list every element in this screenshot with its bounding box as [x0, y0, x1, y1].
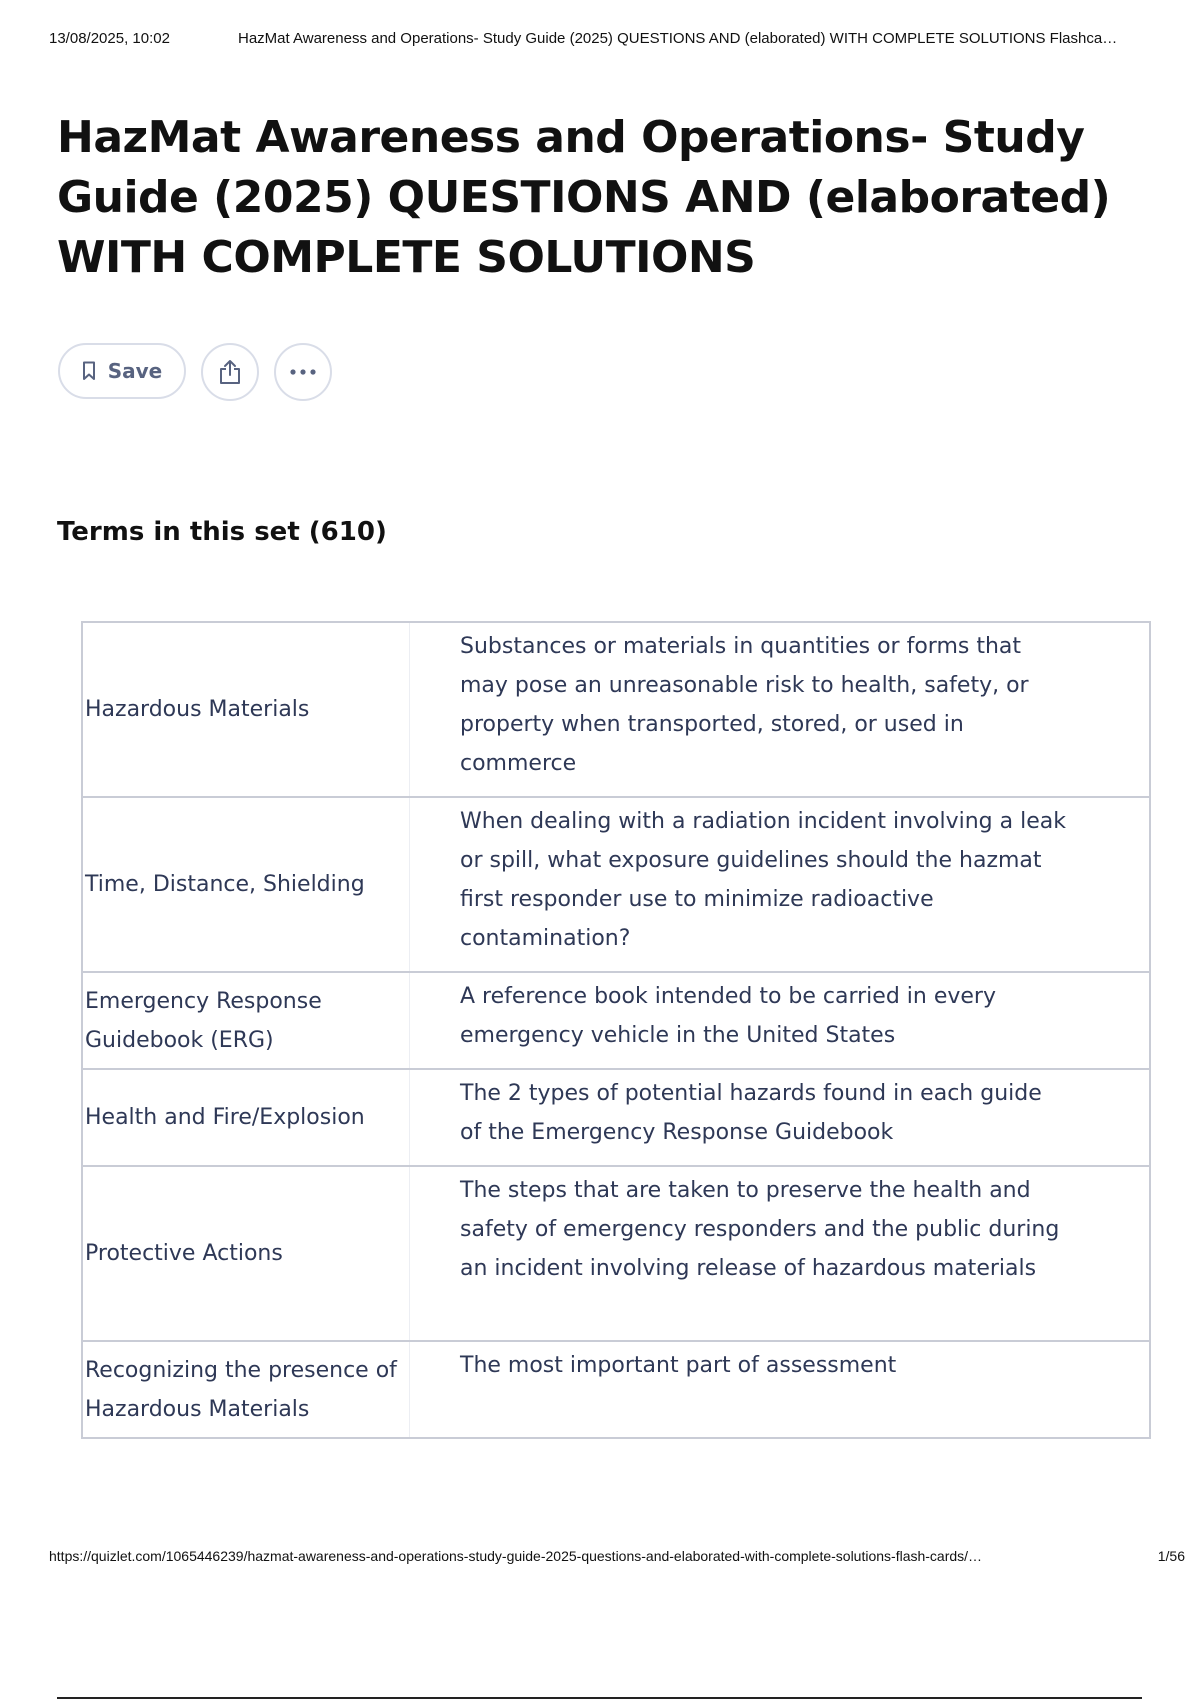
share-button[interactable] — [201, 343, 259, 401]
term-row — [82, 972, 1150, 1069]
term-cell: Health and Fire/Explosion — [82, 1069, 410, 1166]
save-button[interactable] — [58, 343, 186, 399]
definition-cell: When dealing with a radiation incident involving a leak or spill, what exposure guidelines should the hazmat first responder use to minimize radioactive contamination? — [460, 809, 1066, 951]
print-footer — [49, 1548, 1185, 1568]
definition-cell: The steps that are taken to preserve the health and safety of emergency responders and the public during an incident involving release of hazardous materials — [460, 1178, 1060, 1281]
term-row — [82, 1166, 1150, 1341]
terms-table — [81, 621, 1151, 1439]
definition-cell: A reference book intended to be carried in every emergency vehicle in the United States — [460, 984, 996, 1048]
bookmark-icon — [82, 361, 96, 381]
more-horizontal-icon — [289, 368, 317, 376]
term-row — [82, 622, 1150, 797]
print-header — [49, 30, 1185, 50]
print-url: https://quizlet.com/1065446239/hazmat-awareness-and-operations-study-guide-2025-questions-and-elaborated-with-complete-solutions-flash-cards/… — [49, 1548, 983, 1564]
term-cell: Time, Distance, Shielding — [82, 797, 410, 972]
save-button-label: Save — [107, 359, 163, 383]
page-title: HazMat Awareness and Operations- Study Guide (2025) QUESTIONS AND (elaborated) WITH COMPLETE SOLUTIONS — [57, 112, 1111, 283]
print-datetime: 13/08/2025, 10:02 — [49, 30, 170, 47]
share-icon — [218, 358, 242, 386]
more-options-button[interactable] — [274, 343, 332, 401]
definition-cell: Substances or materials in quantities or forms that may pose an unreasonable risk to health, safety, or property when transported, stored, or used in commerce — [460, 634, 1029, 776]
definition-cell: The 2 types of potential hazards found in each guide of the Emergency Response Guidebook — [460, 1081, 1042, 1145]
term-cell: Recognizing the presence of Hazardous Materials — [82, 1341, 410, 1438]
term-cell: Hazardous Materials — [82, 622, 410, 797]
term-cell: Protective Actions — [82, 1166, 410, 1341]
definition-cell: The most important part of assessment — [460, 1353, 897, 1378]
term-row — [82, 1341, 1150, 1438]
term-cell: Emergency Response Guidebook (ERG) — [82, 972, 410, 1069]
page-divider — [57, 1697, 1142, 1699]
terms-section-heading: Terms in this set (610) — [57, 517, 387, 547]
print-page-number: 1/56 — [1157, 1548, 1185, 1564]
print-document-title: HazMat Awareness and Operations- Study Guide (2025) QUESTIONS AND (elaborated) WITH COMPLETE SOLUTIONS Flashca… — [238, 30, 1118, 47]
term-row — [82, 1069, 1150, 1166]
term-row — [82, 797, 1150, 972]
